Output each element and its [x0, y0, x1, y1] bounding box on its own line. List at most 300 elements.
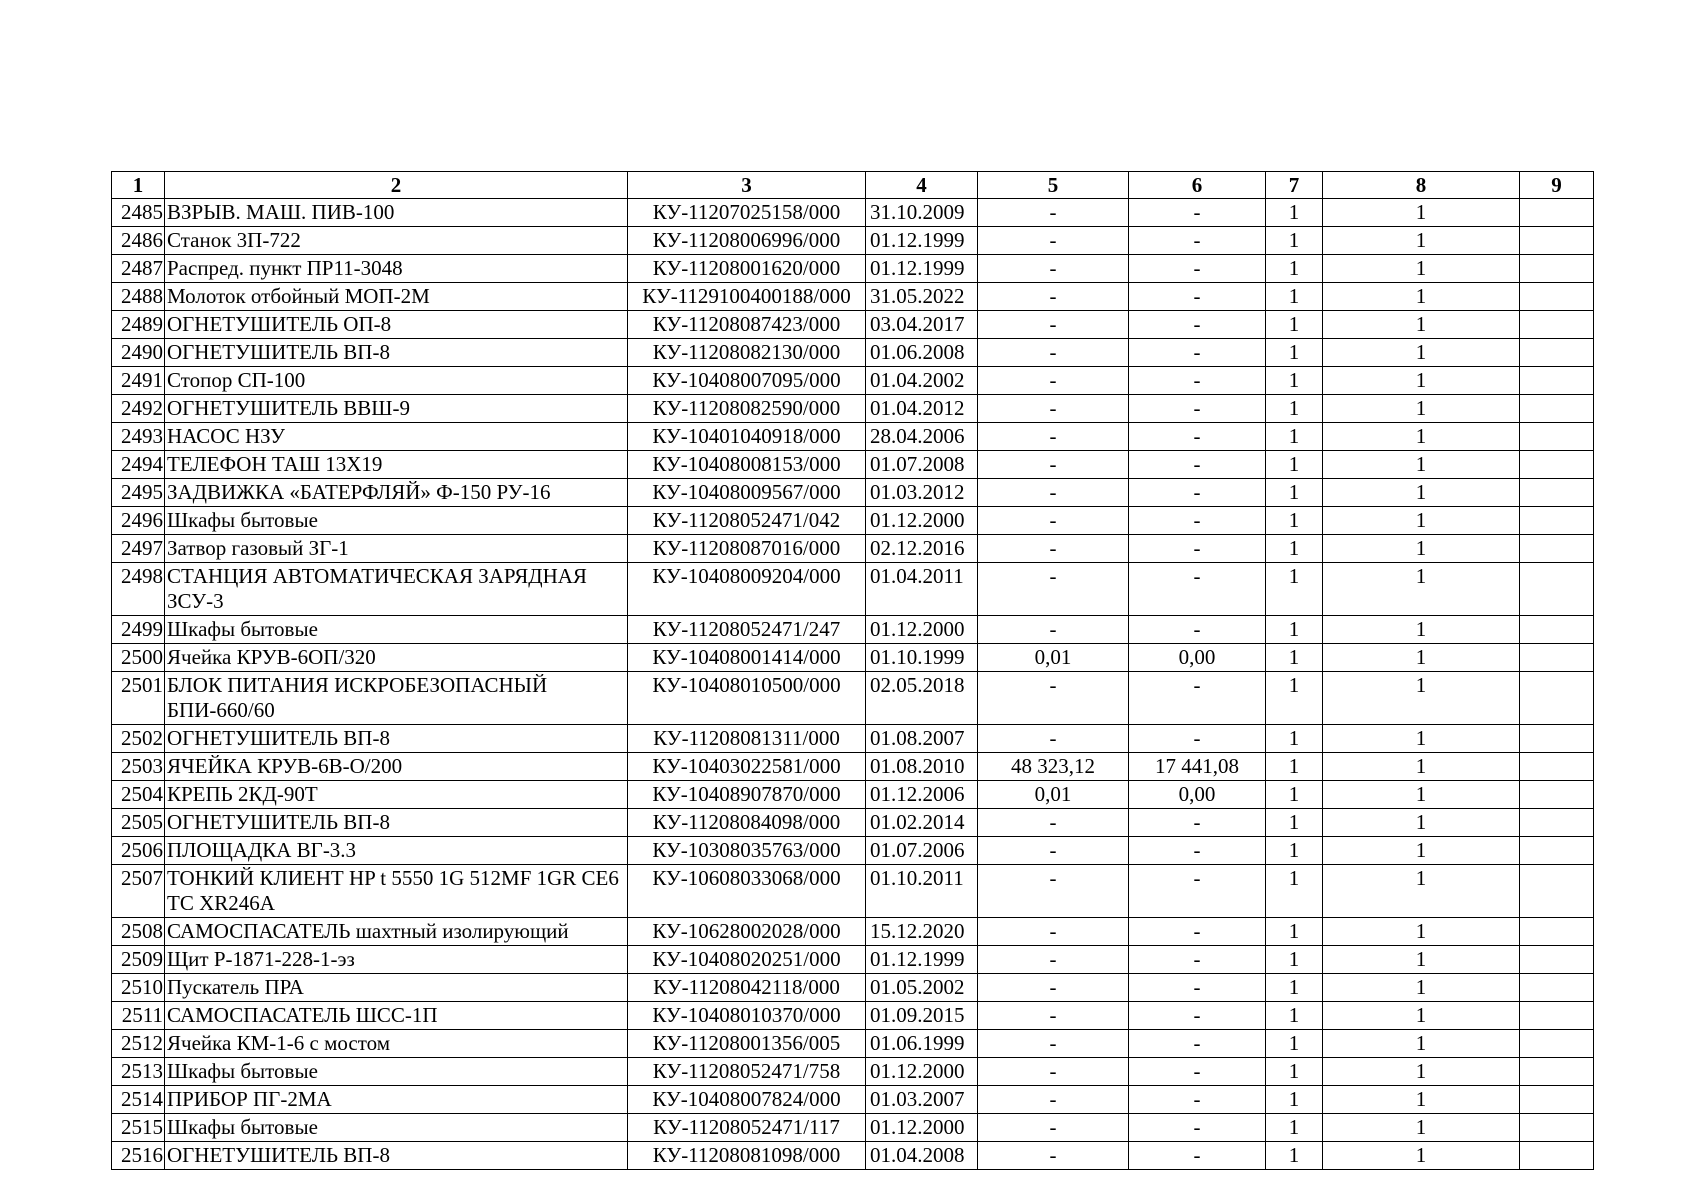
row-number-cell: 2495	[112, 479, 165, 507]
date-cell: 15.12.2020	[866, 918, 978, 946]
row-number-cell: 2497	[112, 535, 165, 563]
inventory-number-cell: КУ-11208081098/000	[628, 1142, 866, 1170]
table-row	[112, 451, 1594, 479]
item-name-cell: ПРИБОР ПГ-2МА	[165, 1086, 628, 1114]
item-name-cell: Ячейка КМ-1-6 с мостом	[165, 1030, 628, 1058]
inventory-number-cell: КУ-11208052471/042	[628, 507, 866, 535]
date-cell: 01.05.2002	[866, 974, 978, 1002]
value-cell: -	[978, 479, 1129, 507]
row-number-cell: 2511	[112, 1002, 165, 1030]
date-cell: 01.08.2007	[866, 725, 978, 753]
date-cell: 01.07.2008	[866, 451, 978, 479]
residual-value-cell: -	[1129, 507, 1266, 535]
date-cell: 01.04.2011	[866, 563, 978, 616]
residual-value-cell: -	[1129, 339, 1266, 367]
count-cell: 1	[1323, 809, 1520, 837]
date-cell: 01.12.2000	[866, 1058, 978, 1086]
residual-value-cell: -	[1129, 255, 1266, 283]
column-header: 6	[1129, 172, 1266, 199]
note-cell	[1520, 339, 1594, 367]
residual-value-cell: -	[1129, 865, 1266, 918]
item-name-cell: ЯЧЕЙКА КРУВ-6В-О/200	[165, 753, 628, 781]
residual-value-cell: -	[1129, 1058, 1266, 1086]
value-cell: 0,01	[978, 644, 1129, 672]
residual-value-cell: -	[1129, 1114, 1266, 1142]
residual-value-cell: -	[1129, 1002, 1266, 1030]
date-cell: 01.12.2000	[866, 507, 978, 535]
table-row	[112, 946, 1594, 974]
count-cell: 1	[1323, 451, 1520, 479]
item-name-cell: Шкафы бытовые	[165, 1114, 628, 1142]
table-row	[112, 1058, 1594, 1086]
inventory-number-cell: КУ-10408008153/000	[628, 451, 866, 479]
note-cell	[1520, 865, 1594, 918]
item-name-cell: БЛОК ПИТАНИЯ ИСКРОБЕЗОПАСНЫЙ БПИ-660/60	[165, 672, 628, 725]
table-row	[112, 725, 1594, 753]
table-row	[112, 563, 1594, 616]
residual-value-cell: -	[1129, 535, 1266, 563]
count-cell: 1	[1323, 1142, 1520, 1170]
table-row	[112, 339, 1594, 367]
date-cell: 01.12.1999	[866, 227, 978, 255]
inventory-number-cell: КУ-11208084098/000	[628, 809, 866, 837]
column-header: 7	[1266, 172, 1323, 199]
quantity-cell: 1	[1266, 1030, 1323, 1058]
note-cell	[1520, 616, 1594, 644]
row-number-cell: 2490	[112, 339, 165, 367]
value-cell: -	[978, 725, 1129, 753]
note-cell	[1520, 451, 1594, 479]
inventory-number-cell: КУ-10408001414/000	[628, 644, 866, 672]
row-number-cell: 2491	[112, 367, 165, 395]
item-name-cell: ЗАДВИЖКА «БАТЕРФЛЯЙ» Ф-150 РУ-16	[165, 479, 628, 507]
note-cell	[1520, 367, 1594, 395]
row-number-cell: 2492	[112, 395, 165, 423]
table-row	[112, 644, 1594, 672]
count-cell: 1	[1323, 423, 1520, 451]
residual-value-cell: -	[1129, 479, 1266, 507]
note-cell	[1520, 423, 1594, 451]
date-cell: 02.05.2018	[866, 672, 978, 725]
note-cell	[1520, 311, 1594, 339]
residual-value-cell: -	[1129, 672, 1266, 725]
table-row	[112, 1114, 1594, 1142]
note-cell	[1520, 395, 1594, 423]
quantity-cell: 1	[1266, 311, 1323, 339]
item-name-cell: Шкафы бытовые	[165, 616, 628, 644]
row-number-cell: 2504	[112, 781, 165, 809]
count-cell: 1	[1323, 974, 1520, 1002]
date-cell: 01.07.2006	[866, 837, 978, 865]
count-cell: 1	[1323, 1002, 1520, 1030]
item-name-cell: ОГНЕТУШИТЕЛЬ ВП-8	[165, 809, 628, 837]
item-name-cell: Пускатель ПРА	[165, 974, 628, 1002]
date-cell: 01.12.2000	[866, 616, 978, 644]
row-number-cell: 2487	[112, 255, 165, 283]
value-cell: -	[978, 395, 1129, 423]
residual-value-cell: -	[1129, 1086, 1266, 1114]
count-cell: 1	[1323, 781, 1520, 809]
residual-value-cell: -	[1129, 563, 1266, 616]
row-number-cell: 2502	[112, 725, 165, 753]
residual-value-cell: 17 441,08	[1129, 753, 1266, 781]
value-cell: -	[978, 199, 1129, 227]
date-cell: 01.04.2002	[866, 367, 978, 395]
quantity-cell: 1	[1266, 227, 1323, 255]
residual-value-cell: -	[1129, 395, 1266, 423]
date-cell: 01.02.2014	[866, 809, 978, 837]
table-row	[112, 918, 1594, 946]
residual-value-cell: 0,00	[1129, 781, 1266, 809]
quantity-cell: 1	[1266, 479, 1323, 507]
note-cell	[1520, 809, 1594, 837]
inventory-number-cell: КУ-11208001356/005	[628, 1030, 866, 1058]
row-number-cell: 2496	[112, 507, 165, 535]
count-cell: 1	[1323, 753, 1520, 781]
value-cell: -	[978, 809, 1129, 837]
residual-value-cell: 0,00	[1129, 644, 1266, 672]
residual-value-cell: -	[1129, 946, 1266, 974]
item-name-cell: Щит Р-1871-228-1-эз	[165, 946, 628, 974]
item-name-cell: Затвор газовый ЗГ-1	[165, 535, 628, 563]
residual-value-cell: -	[1129, 311, 1266, 339]
row-number-cell: 2513	[112, 1058, 165, 1086]
residual-value-cell: -	[1129, 451, 1266, 479]
item-name-cell: Шкафы бытовые	[165, 507, 628, 535]
item-name-cell: ВЗРЫВ. МАШ. ПИВ-100	[165, 199, 628, 227]
inventory-number-cell: КУ-11208052471/247	[628, 616, 866, 644]
note-cell	[1520, 507, 1594, 535]
row-number-cell: 2508	[112, 918, 165, 946]
quantity-cell: 1	[1266, 1058, 1323, 1086]
quantity-cell: 1	[1266, 339, 1323, 367]
item-name-cell: ОГНЕТУШИТЕЛЬ ВП-8	[165, 1142, 628, 1170]
count-cell: 1	[1323, 837, 1520, 865]
table-row	[112, 1142, 1594, 1170]
row-number-cell: 2516	[112, 1142, 165, 1170]
row-number-cell: 2488	[112, 283, 165, 311]
note-cell	[1520, 918, 1594, 946]
date-cell: 01.08.2010	[866, 753, 978, 781]
residual-value-cell: -	[1129, 918, 1266, 946]
item-name-cell: САМОСПАСАТЕЛЬ шахтный изолирующий	[165, 918, 628, 946]
table-row	[112, 479, 1594, 507]
row-number-cell: 2500	[112, 644, 165, 672]
date-cell: 01.09.2015	[866, 1002, 978, 1030]
note-cell	[1520, 1142, 1594, 1170]
value-cell: -	[978, 1142, 1129, 1170]
value-cell: 48 323,12	[978, 753, 1129, 781]
quantity-cell: 1	[1266, 865, 1323, 918]
count-cell: 1	[1323, 227, 1520, 255]
count-cell: 1	[1323, 616, 1520, 644]
value-cell: 0,01	[978, 781, 1129, 809]
inventory-number-cell: КУ-11208081311/000	[628, 725, 866, 753]
residual-value-cell: -	[1129, 283, 1266, 311]
quantity-cell: 1	[1266, 367, 1323, 395]
inventory-number-cell: КУ-10401040918/000	[628, 423, 866, 451]
inventory-number-cell: КУ-10403022581/000	[628, 753, 866, 781]
count-cell: 1	[1323, 1114, 1520, 1142]
residual-value-cell: -	[1129, 1030, 1266, 1058]
row-number-cell: 2512	[112, 1030, 165, 1058]
date-cell: 01.04.2012	[866, 395, 978, 423]
date-cell: 01.06.1999	[866, 1030, 978, 1058]
date-cell: 01.12.2000	[866, 1114, 978, 1142]
item-name-cell: Молоток отбойный МОП-2М	[165, 283, 628, 311]
item-name-cell: ОГНЕТУШИТЕЛЬ ВВШ-9	[165, 395, 628, 423]
count-cell: 1	[1323, 725, 1520, 753]
count-cell: 1	[1323, 283, 1520, 311]
note-cell	[1520, 199, 1594, 227]
residual-value-cell: -	[1129, 616, 1266, 644]
inventory-number-cell: КУ-10408007824/000	[628, 1086, 866, 1114]
row-number-cell: 2494	[112, 451, 165, 479]
inventory-number-cell: КУ-10408907870/000	[628, 781, 866, 809]
column-header: 8	[1323, 172, 1520, 199]
date-cell: 01.12.1999	[866, 946, 978, 974]
table-row	[112, 255, 1594, 283]
note-cell	[1520, 837, 1594, 865]
residual-value-cell: -	[1129, 199, 1266, 227]
column-header: 9	[1520, 172, 1594, 199]
residual-value-cell: -	[1129, 423, 1266, 451]
table-row	[112, 395, 1594, 423]
item-name-cell: Шкафы бытовые	[165, 1058, 628, 1086]
note-cell	[1520, 753, 1594, 781]
inventory-number-cell: КУ-11207025158/000	[628, 199, 866, 227]
inventory-number-cell: КУ-10408009567/000	[628, 479, 866, 507]
inventory-number-cell: КУ-11208082130/000	[628, 339, 866, 367]
inventory-number-cell: КУ-10408010370/000	[628, 1002, 866, 1030]
row-number-cell: 2510	[112, 974, 165, 1002]
value-cell: -	[978, 1030, 1129, 1058]
item-name-cell: ОГНЕТУШИТЕЛЬ ВП-8	[165, 725, 628, 753]
table-row	[112, 809, 1594, 837]
inventory-number-cell: КУ-10308035763/000	[628, 837, 866, 865]
inventory-table	[111, 171, 1594, 1170]
date-cell: 01.03.2012	[866, 479, 978, 507]
quantity-cell: 1	[1266, 423, 1323, 451]
inventory-number-cell: КУ-11208001620/000	[628, 255, 866, 283]
table-row	[112, 974, 1594, 1002]
row-number-cell: 2498	[112, 563, 165, 616]
row-number-cell: 2501	[112, 672, 165, 725]
item-name-cell: КРЕПЬ 2КД-90Т	[165, 781, 628, 809]
inventory-number-cell: КУ-10408020251/000	[628, 946, 866, 974]
note-cell	[1520, 479, 1594, 507]
inventory-number-cell: КУ-10628002028/000	[628, 918, 866, 946]
value-cell: -	[978, 1114, 1129, 1142]
row-number-cell: 2486	[112, 227, 165, 255]
date-cell: 02.12.2016	[866, 535, 978, 563]
value-cell: -	[978, 865, 1129, 918]
count-cell: 1	[1323, 672, 1520, 725]
table-row	[112, 367, 1594, 395]
note-cell	[1520, 644, 1594, 672]
row-number-cell: 2505	[112, 809, 165, 837]
table-row	[112, 311, 1594, 339]
count-cell: 1	[1323, 339, 1520, 367]
inventory-number-cell: КУ-11208052471/758	[628, 1058, 866, 1086]
date-cell: 01.04.2008	[866, 1142, 978, 1170]
note-cell	[1520, 227, 1594, 255]
value-cell: -	[978, 255, 1129, 283]
quantity-cell: 1	[1266, 1114, 1323, 1142]
quantity-cell: 1	[1266, 974, 1323, 1002]
value-cell: -	[978, 507, 1129, 535]
date-cell: 03.04.2017	[866, 311, 978, 339]
residual-value-cell: -	[1129, 809, 1266, 837]
note-cell	[1520, 1086, 1594, 1114]
column-header: 3	[628, 172, 866, 199]
row-number-cell: 2515	[112, 1114, 165, 1142]
column-header: 2	[165, 172, 628, 199]
table-row	[112, 507, 1594, 535]
value-cell: -	[978, 974, 1129, 1002]
date-cell: 28.04.2006	[866, 423, 978, 451]
inventory-number-cell: КУ-11208087016/000	[628, 535, 866, 563]
item-name-cell: ТОНКИЙ КЛИЕНТ HP t 5550 1G 512MF 1GR CE6 TC XR246A	[165, 865, 628, 918]
row-number-cell: 2485	[112, 199, 165, 227]
note-cell	[1520, 255, 1594, 283]
row-number-cell: 2503	[112, 753, 165, 781]
table-row	[112, 616, 1594, 644]
value-cell: -	[978, 227, 1129, 255]
quantity-cell: 1	[1266, 1086, 1323, 1114]
table-row	[112, 199, 1594, 227]
column-header: 1	[112, 172, 165, 199]
date-cell: 31.10.2009	[866, 199, 978, 227]
inventory-number-cell: КУ-11208006996/000	[628, 227, 866, 255]
date-cell: 01.12.2006	[866, 781, 978, 809]
note-cell	[1520, 563, 1594, 616]
item-name-cell: Станок 3П-722	[165, 227, 628, 255]
quantity-cell: 1	[1266, 725, 1323, 753]
table-row	[112, 1002, 1594, 1030]
note-cell	[1520, 1114, 1594, 1142]
value-cell: -	[978, 283, 1129, 311]
value-cell: -	[978, 535, 1129, 563]
date-cell: 01.03.2007	[866, 1086, 978, 1114]
item-name-cell: Распред. пункт ПР11-3048	[165, 255, 628, 283]
quantity-cell: 1	[1266, 753, 1323, 781]
row-number-cell: 2507	[112, 865, 165, 918]
table-row	[112, 423, 1594, 451]
date-cell: 01.10.1999	[866, 644, 978, 672]
quantity-cell: 1	[1266, 1002, 1323, 1030]
quantity-cell: 1	[1266, 1142, 1323, 1170]
quantity-cell: 1	[1266, 255, 1323, 283]
table-body	[112, 199, 1594, 1170]
count-cell: 1	[1323, 865, 1520, 918]
value-cell: -	[978, 563, 1129, 616]
count-cell: 1	[1323, 199, 1520, 227]
item-name-cell: Ячейка КРУВ-6ОП/320	[165, 644, 628, 672]
row-number-cell: 2514	[112, 1086, 165, 1114]
row-number-cell: 2499	[112, 616, 165, 644]
value-cell: -	[978, 616, 1129, 644]
value-cell: -	[978, 367, 1129, 395]
item-name-cell: Стопор СП-100	[165, 367, 628, 395]
note-cell	[1520, 1030, 1594, 1058]
count-cell: 1	[1323, 367, 1520, 395]
value-cell: -	[978, 451, 1129, 479]
residual-value-cell: -	[1129, 725, 1266, 753]
note-cell	[1520, 725, 1594, 753]
value-cell: -	[978, 339, 1129, 367]
quantity-cell: 1	[1266, 507, 1323, 535]
table-row	[112, 837, 1594, 865]
note-cell	[1520, 946, 1594, 974]
residual-value-cell: -	[1129, 1142, 1266, 1170]
residual-value-cell: -	[1129, 974, 1266, 1002]
quantity-cell: 1	[1266, 946, 1323, 974]
quantity-cell: 1	[1266, 535, 1323, 563]
inventory-number-cell: КУ-11208052471/117	[628, 1114, 866, 1142]
count-cell: 1	[1323, 507, 1520, 535]
note-cell	[1520, 1058, 1594, 1086]
inventory-number-cell: КУ-1129100400188/000	[628, 283, 866, 311]
item-name-cell: ОГНЕТУШИТЕЛЬ ОП-8	[165, 311, 628, 339]
count-cell: 1	[1323, 1058, 1520, 1086]
quantity-cell: 1	[1266, 283, 1323, 311]
value-cell: -	[978, 946, 1129, 974]
value-cell: -	[978, 672, 1129, 725]
value-cell: -	[978, 1058, 1129, 1086]
row-number-cell: 2489	[112, 311, 165, 339]
value-cell: -	[978, 423, 1129, 451]
count-cell: 1	[1323, 946, 1520, 974]
count-cell: 1	[1323, 395, 1520, 423]
row-number-cell: 2506	[112, 837, 165, 865]
count-cell: 1	[1323, 563, 1520, 616]
note-cell	[1520, 535, 1594, 563]
quantity-cell: 1	[1266, 672, 1323, 725]
count-cell: 1	[1323, 1030, 1520, 1058]
value-cell: -	[978, 918, 1129, 946]
quantity-cell: 1	[1266, 809, 1323, 837]
quantity-cell: 1	[1266, 451, 1323, 479]
inventory-number-cell: КУ-10408010500/000	[628, 672, 866, 725]
quantity-cell: 1	[1266, 616, 1323, 644]
count-cell: 1	[1323, 1086, 1520, 1114]
inventory-number-cell: КУ-10608033068/000	[628, 865, 866, 918]
item-name-cell: ПЛОЩАДКА ВГ-3.3	[165, 837, 628, 865]
table-row	[112, 283, 1594, 311]
item-name-cell: ОГНЕТУШИТЕЛЬ ВП-8	[165, 339, 628, 367]
quantity-cell: 1	[1266, 918, 1323, 946]
residual-value-cell: -	[1129, 837, 1266, 865]
table-row	[112, 753, 1594, 781]
count-cell: 1	[1323, 535, 1520, 563]
note-cell	[1520, 781, 1594, 809]
value-cell: -	[978, 1086, 1129, 1114]
note-cell	[1520, 974, 1594, 1002]
date-cell: 01.06.2008	[866, 339, 978, 367]
note-cell	[1520, 1002, 1594, 1030]
date-cell: 01.12.1999	[866, 255, 978, 283]
count-cell: 1	[1323, 311, 1520, 339]
header-row	[112, 172, 1594, 199]
table-row	[112, 672, 1594, 725]
value-cell: -	[978, 837, 1129, 865]
residual-value-cell: -	[1129, 227, 1266, 255]
quantity-cell: 1	[1266, 199, 1323, 227]
column-header: 4	[866, 172, 978, 199]
date-cell: 01.10.2011	[866, 865, 978, 918]
table-row	[112, 1030, 1594, 1058]
